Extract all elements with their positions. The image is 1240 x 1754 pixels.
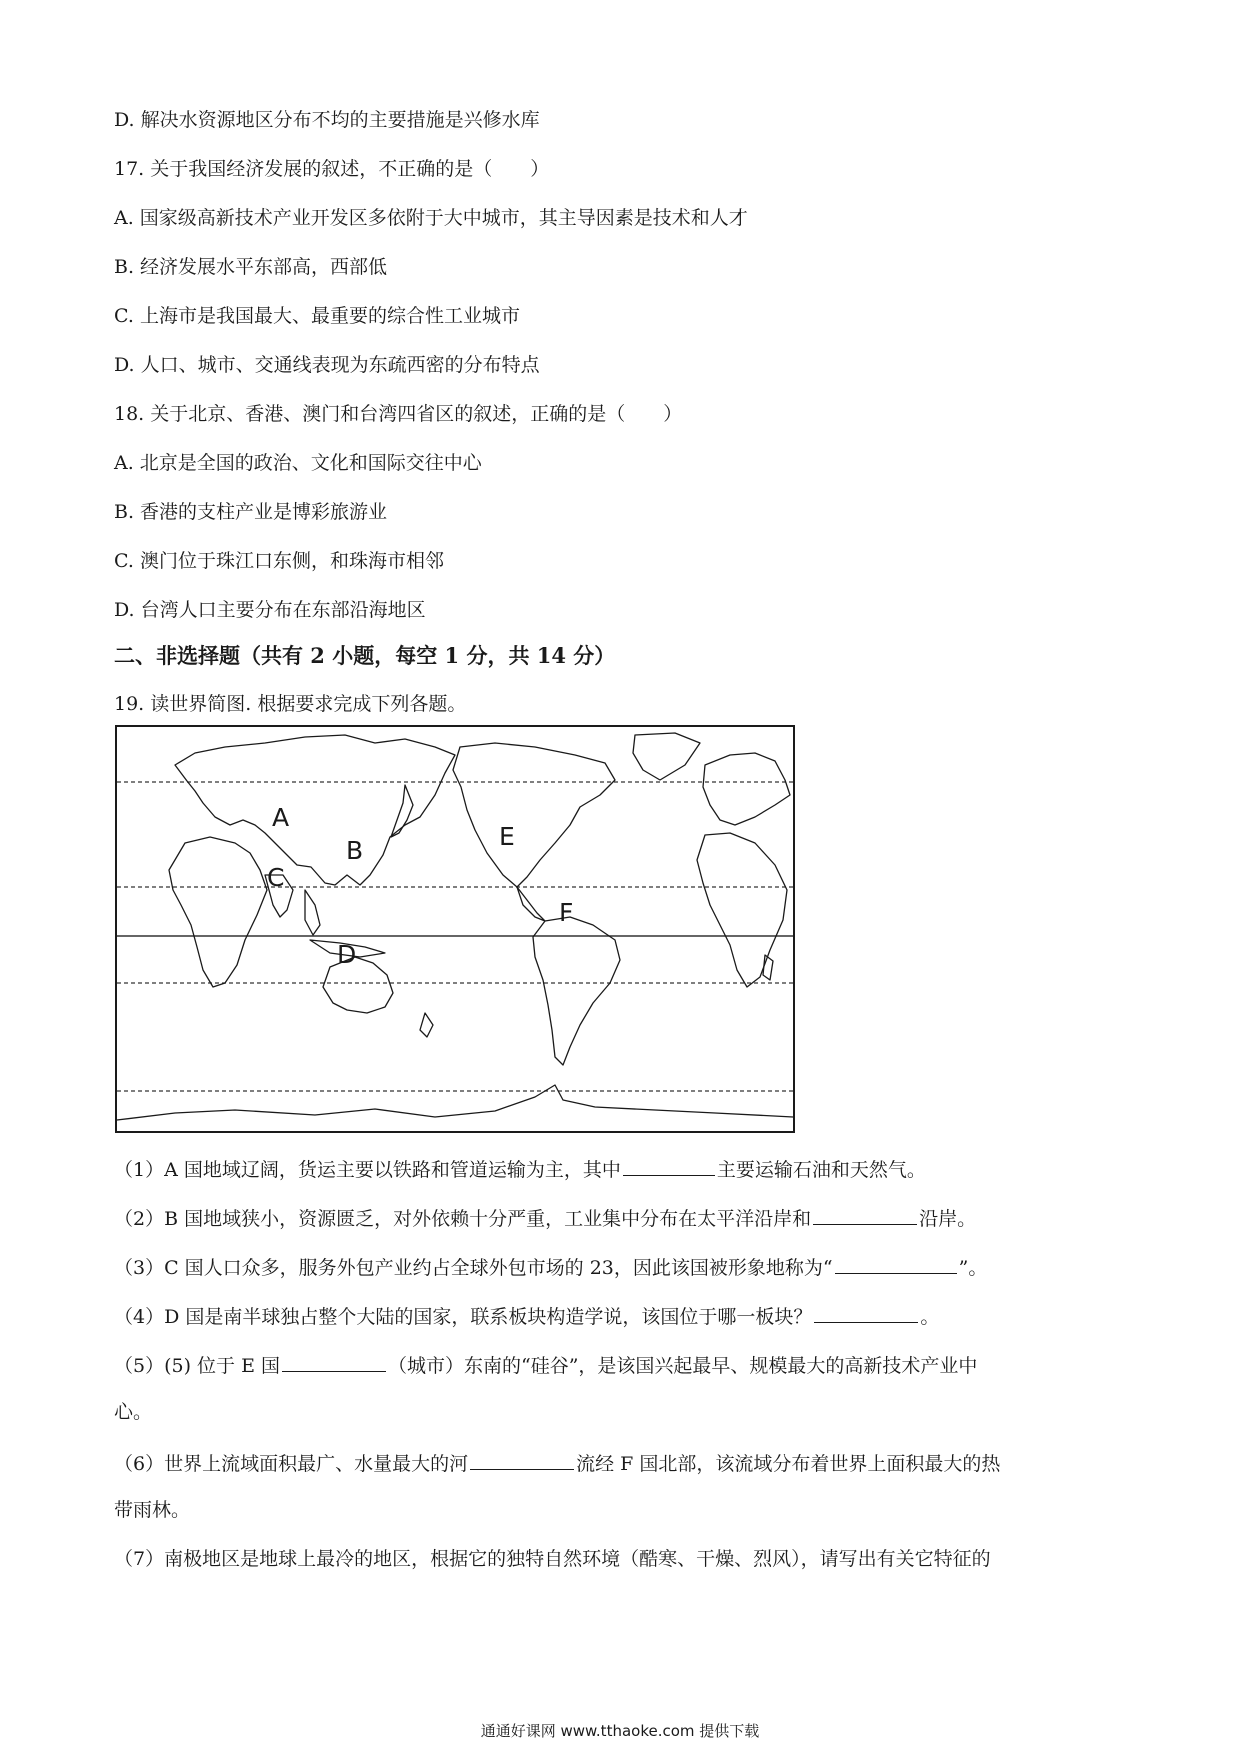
question-19: 19. 读世界简图. 根据要求完成下列各题。 — [114, 693, 467, 715]
world-map — [115, 725, 795, 1133]
subquestion-5-continued: 心。 — [114, 1401, 153, 1423]
subquestion-6-continued: 带雨林。 — [114, 1499, 191, 1521]
answer-blank-1[interactable] — [623, 1155, 715, 1176]
answer-blank-4[interactable] — [814, 1302, 918, 1323]
subquestion-4: （4）D 国是南半球独占整个大陆的国家，联系板块构造学说，该国位于哪一板块？ 。 — [114, 1302, 939, 1329]
question-18-option-c: C. 澳门位于珠江口东侧，和珠海市相邻 — [114, 550, 444, 572]
question-18: 18. 关于北京、香港、澳门和台湾四省区的叙述，正确的是（ ） — [114, 403, 683, 425]
map-frame — [116, 726, 794, 1132]
subquestion-7: （7）南极地区是地球上最冷的地区，根据它的独特自然环境（酷寒、干燥、烈风），请写出有关它特征的 — [114, 1548, 991, 1570]
map-label-d: D — [337, 940, 357, 969]
map-label-c: C — [267, 863, 285, 892]
section-heading-non-choice: 二、非选择题（共有 2 小题，每空 1 分，共 14 分） — [114, 643, 616, 668]
map-label-b: B — [346, 836, 364, 865]
subquestion-6: （6）世界上流域面积最广、水量最大的河 流经 F 国北部，该流域分布着世界上面积最大的热 — [114, 1449, 1000, 1476]
answer-blank-3[interactable] — [835, 1253, 957, 1274]
question-17-option-c: C. 上海市是我国最大、最重要的综合性工业城市 — [114, 305, 520, 327]
subquestion-3: （3）C 国人口众多，服务外包产业约占全球外包市场的 23，因此该国被形象地称为“ ”。 — [114, 1253, 987, 1280]
map-label-f: F — [559, 898, 574, 927]
map-label-e: E — [499, 822, 515, 851]
question-18-option-d: D. 台湾人口主要分布在东部沿海地区 — [114, 599, 426, 621]
page-footer: 通通好课网 www.tthaoke.com 提供下载 — [480, 1722, 760, 1740]
answer-blank-6[interactable] — [470, 1449, 574, 1470]
answer-blank-2[interactable] — [813, 1204, 917, 1225]
question-17-option-b: B. 经济发展水平东部高，西部低 — [114, 256, 388, 278]
question-17: 17. 关于我国经济发展的叙述，不正确的是（ ） — [114, 158, 550, 180]
question-17-option-d: D. 人口、城市、交通线表现为东疏西密的分布特点 — [114, 354, 540, 376]
question-17-option-a: A. 国家级高新技术产业开发区多依附于大中城市，其主导因素是技术和人才 — [114, 207, 748, 229]
option-17-prev-d: D. 解决水资源地区分布不均的主要措施是兴修水库 — [114, 109, 540, 131]
map-label-a: A — [272, 803, 290, 832]
answer-blank-5[interactable] — [282, 1351, 386, 1372]
subquestion-2: （2）B 国地域狭小，资源匮乏，对外依赖十分严重，工业集中分布在太平洋沿岸和 沿岸。 — [114, 1204, 976, 1231]
subquestion-1: （1）A 国地域辽阔，货运主要以铁路和管道运输为主，其中 主要运输石油和天然气。 — [114, 1155, 926, 1182]
subquestion-5: （5）(5) 位于 E 国 （城市）东南的“硅谷”，是该国兴起最早、规模最大的高新技术产业中 — [114, 1351, 977, 1378]
question-18-option-a: A. 北京是全国的政治、文化和国际交往中心 — [114, 452, 482, 474]
question-18-option-b: B. 香港的支柱产业是博彩旅游业 — [114, 501, 388, 523]
